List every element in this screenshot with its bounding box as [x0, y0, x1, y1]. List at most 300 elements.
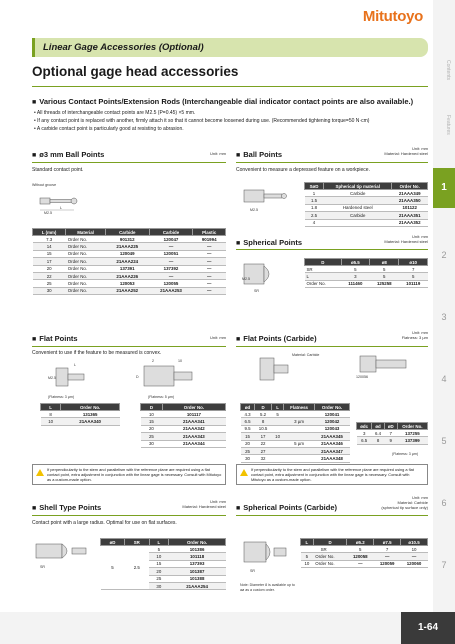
table-row: [141, 418, 226, 425]
material-cell: Carbide: [324, 212, 392, 219]
order-no-cell: 21AAA345: [315, 433, 350, 440]
table-row: [301, 553, 428, 560]
order-no-cell: 21AAA348: [315, 455, 350, 462]
order-no-cell: 120059: [374, 560, 401, 567]
table-row: [41, 418, 120, 425]
l-cell: 10: [41, 418, 61, 425]
flat-carbide-unit-text: Unit: mm: [412, 330, 428, 335]
shell-rule: [32, 515, 226, 516]
d-cell: 20: [241, 440, 255, 447]
sph-carbide-sr-label: SR: [250, 569, 255, 573]
table-row: [33, 258, 226, 265]
ball-h-no: Order No.: [392, 183, 428, 190]
order-no-cell: 21AAA352: [392, 219, 428, 226]
shell-unit-text: Unit: mm: [210, 499, 226, 504]
order-no-cell: 101386: [169, 546, 226, 553]
flat-carbide-title: ■ Flat Points (Carbide): [236, 334, 317, 343]
d-cell: 6.5: [241, 418, 255, 425]
sph-carbide-table: [300, 538, 428, 568]
sidebar-features-label[interactable]: Features: [445, 115, 451, 135]
shell-title: ■ Shell Type Points: [32, 503, 101, 512]
order-no-cell: —: [374, 553, 401, 560]
sph-carbide-material-text: Material: Carbide: [397, 500, 428, 505]
order-no-cell: —: [149, 243, 193, 250]
order-no-cell: 120042: [315, 418, 350, 425]
flat-carbide-small-flatness: (Flatness: 3 µm): [392, 452, 419, 456]
intro-bullet-3: • A carbide contact point is particularly good at resisting to abrasion.: [34, 126, 184, 132]
order-no-cell: —: [401, 553, 428, 560]
l-cell: 5: [149, 546, 169, 553]
sph-carbide-material2-text: (spherical tip surface only): [381, 505, 428, 510]
flat-carbide-material-label: Material: Carbide: [292, 353, 320, 357]
order-no-cell: 120047: [149, 236, 193, 243]
flat-title: ■ Flat Points: [32, 334, 78, 343]
flat-carbide-diagram-1: [240, 350, 320, 390]
order-label-cell: Order No.: [66, 250, 106, 257]
l-cell: 10: [301, 560, 314, 567]
order-no-cell: 120060: [401, 560, 428, 567]
order-no-cell: 101388: [169, 575, 226, 582]
table-row: [33, 280, 226, 287]
flatness-cell: 5 µm: [284, 440, 315, 447]
value-cell: 101119: [399, 280, 428, 287]
order-no-cell: 21AAA344: [162, 440, 225, 447]
order-no-cell: 120049: [105, 250, 149, 257]
flatness-cell: [284, 455, 315, 462]
l-cell: 7.3: [33, 236, 66, 243]
L-cell: [272, 418, 284, 425]
ball-table: [304, 182, 428, 227]
ball3-h-l: L (mm): [33, 229, 66, 236]
title-rule: [32, 86, 428, 87]
sidebar-chapter-7[interactable]: 7: [441, 560, 447, 570]
table-row: [301, 560, 428, 567]
table-row: [305, 204, 428, 211]
sod-cell: 1.8: [305, 204, 324, 211]
flat-unit: Unit: mm: [210, 335, 226, 340]
order-no-cell: 21AAA226: [105, 272, 149, 279]
flat-carbide-flatness-text: Flatness: 3 µm: [401, 335, 428, 340]
flat-dim-2: 2: [152, 359, 154, 363]
fc-h-D: D: [255, 404, 272, 411]
table-row: [241, 433, 350, 440]
dc-cell: 6.5: [357, 437, 372, 444]
order-no-cell: 21AAA350: [392, 197, 428, 204]
sph-carbide-note: Note: Diameter 8 is available up to aø as a custom order.: [240, 583, 295, 592]
table-row: [33, 265, 226, 272]
ball3-h-plastic: Plastic: [193, 229, 226, 236]
spherical-h-c1: ø5.5: [341, 259, 370, 266]
order-no-cell: 21AAA342: [162, 425, 225, 432]
flat-t1-h-no: Order No.: [61, 404, 120, 411]
order-no-cell: 21AAA254: [169, 582, 226, 589]
order-no-cell: 137391: [105, 265, 149, 272]
sr-value-cell: 10: [401, 546, 428, 553]
table-row: [305, 219, 428, 226]
material-cell: Carbide: [324, 190, 392, 197]
ball3-title: ■ ø3 mm Ball Points: [32, 150, 104, 159]
table-row: [41, 411, 120, 418]
order-label-cell: Order No.: [66, 280, 106, 287]
spherical-rule: [236, 249, 428, 250]
order-no-cell: 21AAA341: [162, 418, 225, 425]
ball-rule: [236, 162, 428, 163]
table-row: [305, 212, 428, 219]
spherical-title: ■ Spherical Points: [236, 238, 302, 247]
order-no-cell: —: [193, 287, 226, 294]
shell-table: [100, 538, 226, 590]
L-cell: [272, 440, 284, 447]
section-title: Linear Gage Accessories (Optional): [43, 42, 204, 53]
order-no-cell: —: [193, 280, 226, 287]
order-no-cell: 120055: [149, 280, 193, 287]
flatness-cell: [284, 411, 315, 418]
ball-material-text: Material: Hardened steel: [384, 151, 428, 156]
spherical-m-label: M2.5: [242, 277, 250, 281]
flat-l-label: L: [74, 363, 76, 367]
order-no-cell: 21AAA340: [61, 418, 120, 425]
shell-unit: [160, 499, 226, 509]
sidebar-chapter-5[interactable]: 5: [441, 436, 447, 446]
table-row: [33, 250, 226, 257]
l-cell: 25: [149, 575, 169, 582]
D-cell: 27: [255, 447, 272, 454]
order-no-cell: 120053: [105, 280, 149, 287]
value-cell: 111460: [341, 280, 370, 287]
table-row: [101, 546, 226, 553]
sph-carbide-unit: [352, 495, 428, 510]
material-cell: [324, 197, 392, 204]
spc-h-c2: ø7.5: [374, 539, 401, 546]
L-cell: [272, 447, 284, 454]
table-row: [241, 455, 350, 462]
sph-carbide-unit-text: Unit: mm: [412, 495, 428, 500]
shell-diagram: [32, 532, 92, 576]
fcs-h-a: ødc: [357, 423, 372, 430]
sr-value-cell: 5: [347, 546, 374, 553]
flat-d-label: D: [136, 375, 139, 379]
flatness-cell: 3 µm: [284, 418, 315, 425]
intro-heading: ■ Various Contact Points/Extension Rods (Interchangeable dial indicator contact points are also available.): [32, 97, 432, 106]
material-cell: Hardened steel: [324, 204, 392, 211]
order-no-cell: —: [149, 272, 193, 279]
sod-cell: 1.5: [305, 197, 324, 204]
l-cell: 30: [149, 582, 169, 589]
D-cell: 9: [384, 437, 397, 444]
table-row: [33, 272, 226, 279]
order-label-cell: Order No.: [66, 258, 106, 265]
fcs-h-b: ød: [372, 423, 384, 430]
spherical-h-d: D: [305, 259, 342, 266]
l-cell: 8: [41, 411, 61, 418]
section-title-bar: [32, 38, 428, 57]
fcs-h-no: Order No.: [397, 423, 427, 430]
order-label-cell: Order No.: [313, 560, 347, 567]
order-no-cell: 101117: [162, 411, 225, 418]
shell-h-no: Order No.: [169, 539, 226, 546]
d-cell: 25: [241, 447, 255, 454]
d-cell: 30: [141, 440, 163, 447]
bullet-text: All threads of interchangeable contact points are M2.5 (P=0.45) ×5 mm.: [36, 110, 196, 116]
d-cell: 10: [141, 411, 163, 418]
bullet-text: If any contact point is replaced with another, firmly attach it so that it cannot become loosened during use. (Recommended tightening torque=50 N·cm): [37, 118, 370, 124]
order-no-cell: 131365: [61, 411, 120, 418]
order-no-cell: 137393: [169, 560, 226, 567]
ball-unit-text: Unit: mm: [412, 146, 428, 151]
sidebar-chapter-3[interactable]: 3: [441, 312, 447, 322]
brand-logo: Mitutoyo: [362, 8, 423, 25]
table-row: [241, 411, 350, 418]
spc-h-l: L: [301, 539, 314, 546]
fc-h-no: Order No.: [315, 404, 350, 411]
ball3-rule: [32, 162, 226, 163]
l-cell: 25: [33, 280, 66, 287]
order-no-cell: —: [193, 258, 226, 265]
l-cell: 15: [149, 560, 169, 567]
order-label-cell: Order No.: [66, 243, 106, 250]
flat-t2-h-d: D: [141, 404, 163, 411]
spherical-material-text: Material: Hardened steel: [384, 239, 428, 244]
d-cell: 8: [372, 437, 384, 444]
table-row: [33, 243, 226, 250]
table-row: [33, 287, 226, 294]
flat-dim-10: 10: [178, 359, 182, 363]
flat-t1-h-l: L: [41, 404, 61, 411]
sidebar-chapter-4[interactable]: 4: [441, 374, 447, 384]
flat-carbide-table: [240, 403, 350, 463]
spherical-h-c3: ø10: [399, 259, 428, 266]
d-cell: 30: [241, 455, 255, 462]
intro-bullet-1: • All threads of interchangeable contact points are M2.5 (P=0.45) ×5 mm.: [34, 110, 196, 116]
order-no-cell: 21AAA252: [105, 287, 149, 294]
d-cell: 15: [241, 433, 255, 440]
value-cell: 3: [341, 273, 370, 280]
order-no-cell: 21AAA225: [105, 243, 149, 250]
order-no-cell: —: [347, 560, 374, 567]
flat-table-1: [40, 403, 120, 426]
sph-carbide-title: ■ Spherical Points (Carbide): [236, 503, 337, 512]
ball-desc: Convenient to measure a depressed feature on a workpiece.: [236, 167, 370, 173]
sidebar-active-chapter[interactable]: [433, 168, 455, 208]
order-no-cell: —: [149, 258, 193, 265]
flat-desc: Convenient to use if the feature to be measured is convex.: [32, 350, 162, 356]
D-cell: 8: [255, 418, 272, 425]
active-chapter-number: 1: [441, 182, 447, 193]
sidebar-chapter-6[interactable]: 6: [441, 498, 447, 508]
table-row: [141, 425, 226, 432]
flat-diagram-2: [122, 356, 212, 394]
order-no-cell: —: [193, 250, 226, 257]
table-row: [305, 280, 428, 287]
ball3-h-carbide1: Carbide: [105, 229, 149, 236]
order-no-cell: 21AAA346: [315, 440, 350, 447]
flat-flatness-2: (Flatness: 5 µm): [148, 395, 175, 399]
flat-note: [32, 464, 226, 485]
order-no-cell: 101387: [169, 568, 226, 575]
ball3-groove-label: Without groove: [32, 183, 57, 187]
order-label-cell: Order No.: [66, 272, 106, 279]
sidebar-contents-label[interactable]: Contents: [445, 60, 451, 81]
l-cell: 30: [33, 287, 66, 294]
D-cell: 10.5: [255, 425, 272, 432]
chapter-sidebar: [433, 0, 455, 612]
material-cell: [324, 219, 392, 226]
L-cell: 10: [272, 433, 284, 440]
table-row: [141, 411, 226, 418]
shell-h-l: L: [149, 539, 169, 546]
sod-cell: 4: [305, 219, 324, 226]
ball3-diagram: [36, 188, 96, 218]
table-row: [357, 437, 428, 444]
spherical-unit-text: Unit: mm: [412, 234, 428, 239]
ball3-h-carbide2: Carbide: [149, 229, 193, 236]
sr-label-cell: SR: [301, 546, 347, 553]
ball-h-mat: Spherical tip material: [324, 183, 392, 190]
order-no-cell: 21AAA253: [149, 287, 193, 294]
flat-note-text: If perpendicularity to the stem and parallelism with the reference plane are required using a flat contact point, extra adjustment in conjunction with the linear gage is necessary. Consult with Mitutoyo as a custom-made option.: [47, 467, 222, 482]
flat-flatness-1: (Flatness: 3 µm): [48, 395, 75, 399]
flat-carbide-rule: [236, 346, 428, 347]
l-cell: 10: [149, 553, 169, 560]
d-cell: 9.5: [241, 425, 255, 432]
order-no-cell: 120051: [149, 250, 193, 257]
spherical-table: [304, 258, 428, 288]
table-row: [141, 440, 226, 447]
order-no-cell: 21AAA351: [392, 212, 428, 219]
spherical-sr-label: SR: [254, 289, 259, 293]
order-no-cell: 21AAA347: [315, 447, 350, 454]
spc-h-c3: ø10.5: [401, 539, 428, 546]
flat-carbide-note: [236, 464, 428, 485]
sph-carbide-rule: [236, 515, 428, 516]
table-row: [357, 430, 428, 437]
table-row: [305, 190, 428, 197]
l-cell: 15: [33, 250, 66, 257]
shell-h-sr: SR: [124, 539, 149, 546]
value-cell: 5: [341, 266, 370, 273]
l-cell: 22: [33, 272, 66, 279]
L-cell: [272, 455, 284, 462]
shell-h-od: øD: [101, 539, 125, 546]
warning-icon: [36, 469, 44, 476]
sr-cell: 2.5: [124, 546, 149, 590]
spc-h-d: D: [313, 539, 347, 546]
flat-table-2: [140, 403, 226, 448]
value-cell: 5: [370, 273, 399, 280]
l-cell: 5: [301, 553, 314, 560]
ball3-desc: Standard contact point.: [32, 167, 84, 173]
bullet-text: A carbide contact point is particularly good at resisting to abrasion.: [36, 126, 184, 132]
d-cell: 6.4: [372, 430, 384, 437]
d-cell: 25: [141, 433, 163, 440]
flat-rule: [32, 346, 226, 347]
ball-title: ■ Ball Points: [236, 150, 282, 159]
order-no-cell: 137255: [397, 430, 427, 437]
order-label-cell: Order No.: [66, 287, 106, 294]
order-label-cell: Order No.: [313, 553, 347, 560]
value-cell: 5: [399, 273, 428, 280]
order-no-cell: 101118: [169, 553, 226, 560]
flat-carbide-unit: [360, 330, 428, 340]
warning-icon: [240, 469, 248, 476]
fc-h-L: L: [272, 404, 284, 411]
intro-bullet-2: • If any contact point is replaced with another, firmly attach it so that it cannot become loosened during use. (Recommended tightening torque=50 N·cm): [34, 118, 370, 124]
ball3-table: [32, 228, 226, 295]
ball-unit: [360, 146, 428, 156]
value-cell: 7: [399, 266, 428, 273]
table-row: [305, 266, 428, 273]
order-no-cell: 901994: [193, 236, 226, 243]
order-no-cell: 120043: [315, 425, 350, 432]
spherical-unit: [360, 234, 428, 244]
table-row: [301, 546, 428, 553]
fc-h-flat: Flatness: [284, 404, 315, 411]
flatness-cell: [284, 425, 315, 432]
table-row: [241, 425, 350, 432]
shell-desc: Contact point with a large radius. Optimal for use on flat surfaces.: [32, 520, 177, 526]
d-cell: 20: [141, 425, 163, 432]
od-cell: 5: [101, 546, 125, 590]
order-label-cell: Order No.: [66, 236, 106, 243]
order-no-cell: 21AAA224: [105, 258, 149, 265]
flatness-cell: [284, 433, 315, 440]
order-no-cell: 101122: [392, 204, 428, 211]
shell-sr-label: SR: [40, 565, 45, 569]
spherical-diagram: [240, 258, 290, 298]
flat-diagram-1: [32, 360, 112, 394]
D-cell: 17: [255, 433, 272, 440]
flat-carbide-small-table: [356, 422, 428, 445]
table-row: [241, 418, 350, 425]
D-cell: 5.2: [255, 411, 272, 418]
sod-cell: 2.5: [305, 212, 324, 219]
row-label-cell: L: [305, 273, 342, 280]
D-cell: 32: [255, 455, 272, 462]
order-no-cell: 120041: [315, 411, 350, 418]
ball-m-label: M2.5: [250, 208, 258, 212]
order-no-cell: 21AAA349: [392, 190, 428, 197]
footer-bar: [0, 612, 455, 644]
fc-h-d: ød: [241, 404, 255, 411]
spherical-h-c2: ø8: [370, 259, 399, 266]
order-no-cell: 901312: [105, 236, 149, 243]
page-number: 1-64: [401, 612, 455, 644]
flat-carbide-part-label: 120056: [356, 375, 368, 379]
flat-t2-h-no: Order No.: [162, 404, 225, 411]
L-cell: 5: [272, 411, 284, 418]
order-no-cell: —: [193, 265, 226, 272]
order-no-cell: 120058: [347, 553, 374, 560]
l-cell: 20: [149, 568, 169, 575]
table-row: [33, 236, 226, 243]
order-no-cell: 137399: [397, 437, 427, 444]
sidebar-chapter-2[interactable]: 2: [441, 250, 447, 260]
order-no-cell: —: [193, 272, 226, 279]
ball-diagram: [240, 182, 300, 216]
ball3-l-label: L: [60, 206, 62, 210]
flat-m-label: M2.5: [48, 376, 56, 380]
spc-h-c1: ø5.2: [347, 539, 374, 546]
d-cell: 4.3: [241, 411, 255, 418]
table-row: [305, 273, 428, 280]
table-row: [141, 433, 226, 440]
row-label-cell: SR: [305, 266, 342, 273]
shell-material-text: Material: Hardened steel: [182, 504, 226, 509]
flat-carbide-note-text: If perpendicularity to the stem and parallelism with the reference plane are required using a flat contact point, extra adjustment in conjunction with the linear gage is necessary. Consult with Mitutoyo as a custom-made option.: [251, 467, 414, 482]
flatness-cell: [284, 447, 315, 454]
ball3-unit: Unit: mm: [210, 151, 226, 156]
order-no-cell: 137392: [149, 265, 193, 272]
